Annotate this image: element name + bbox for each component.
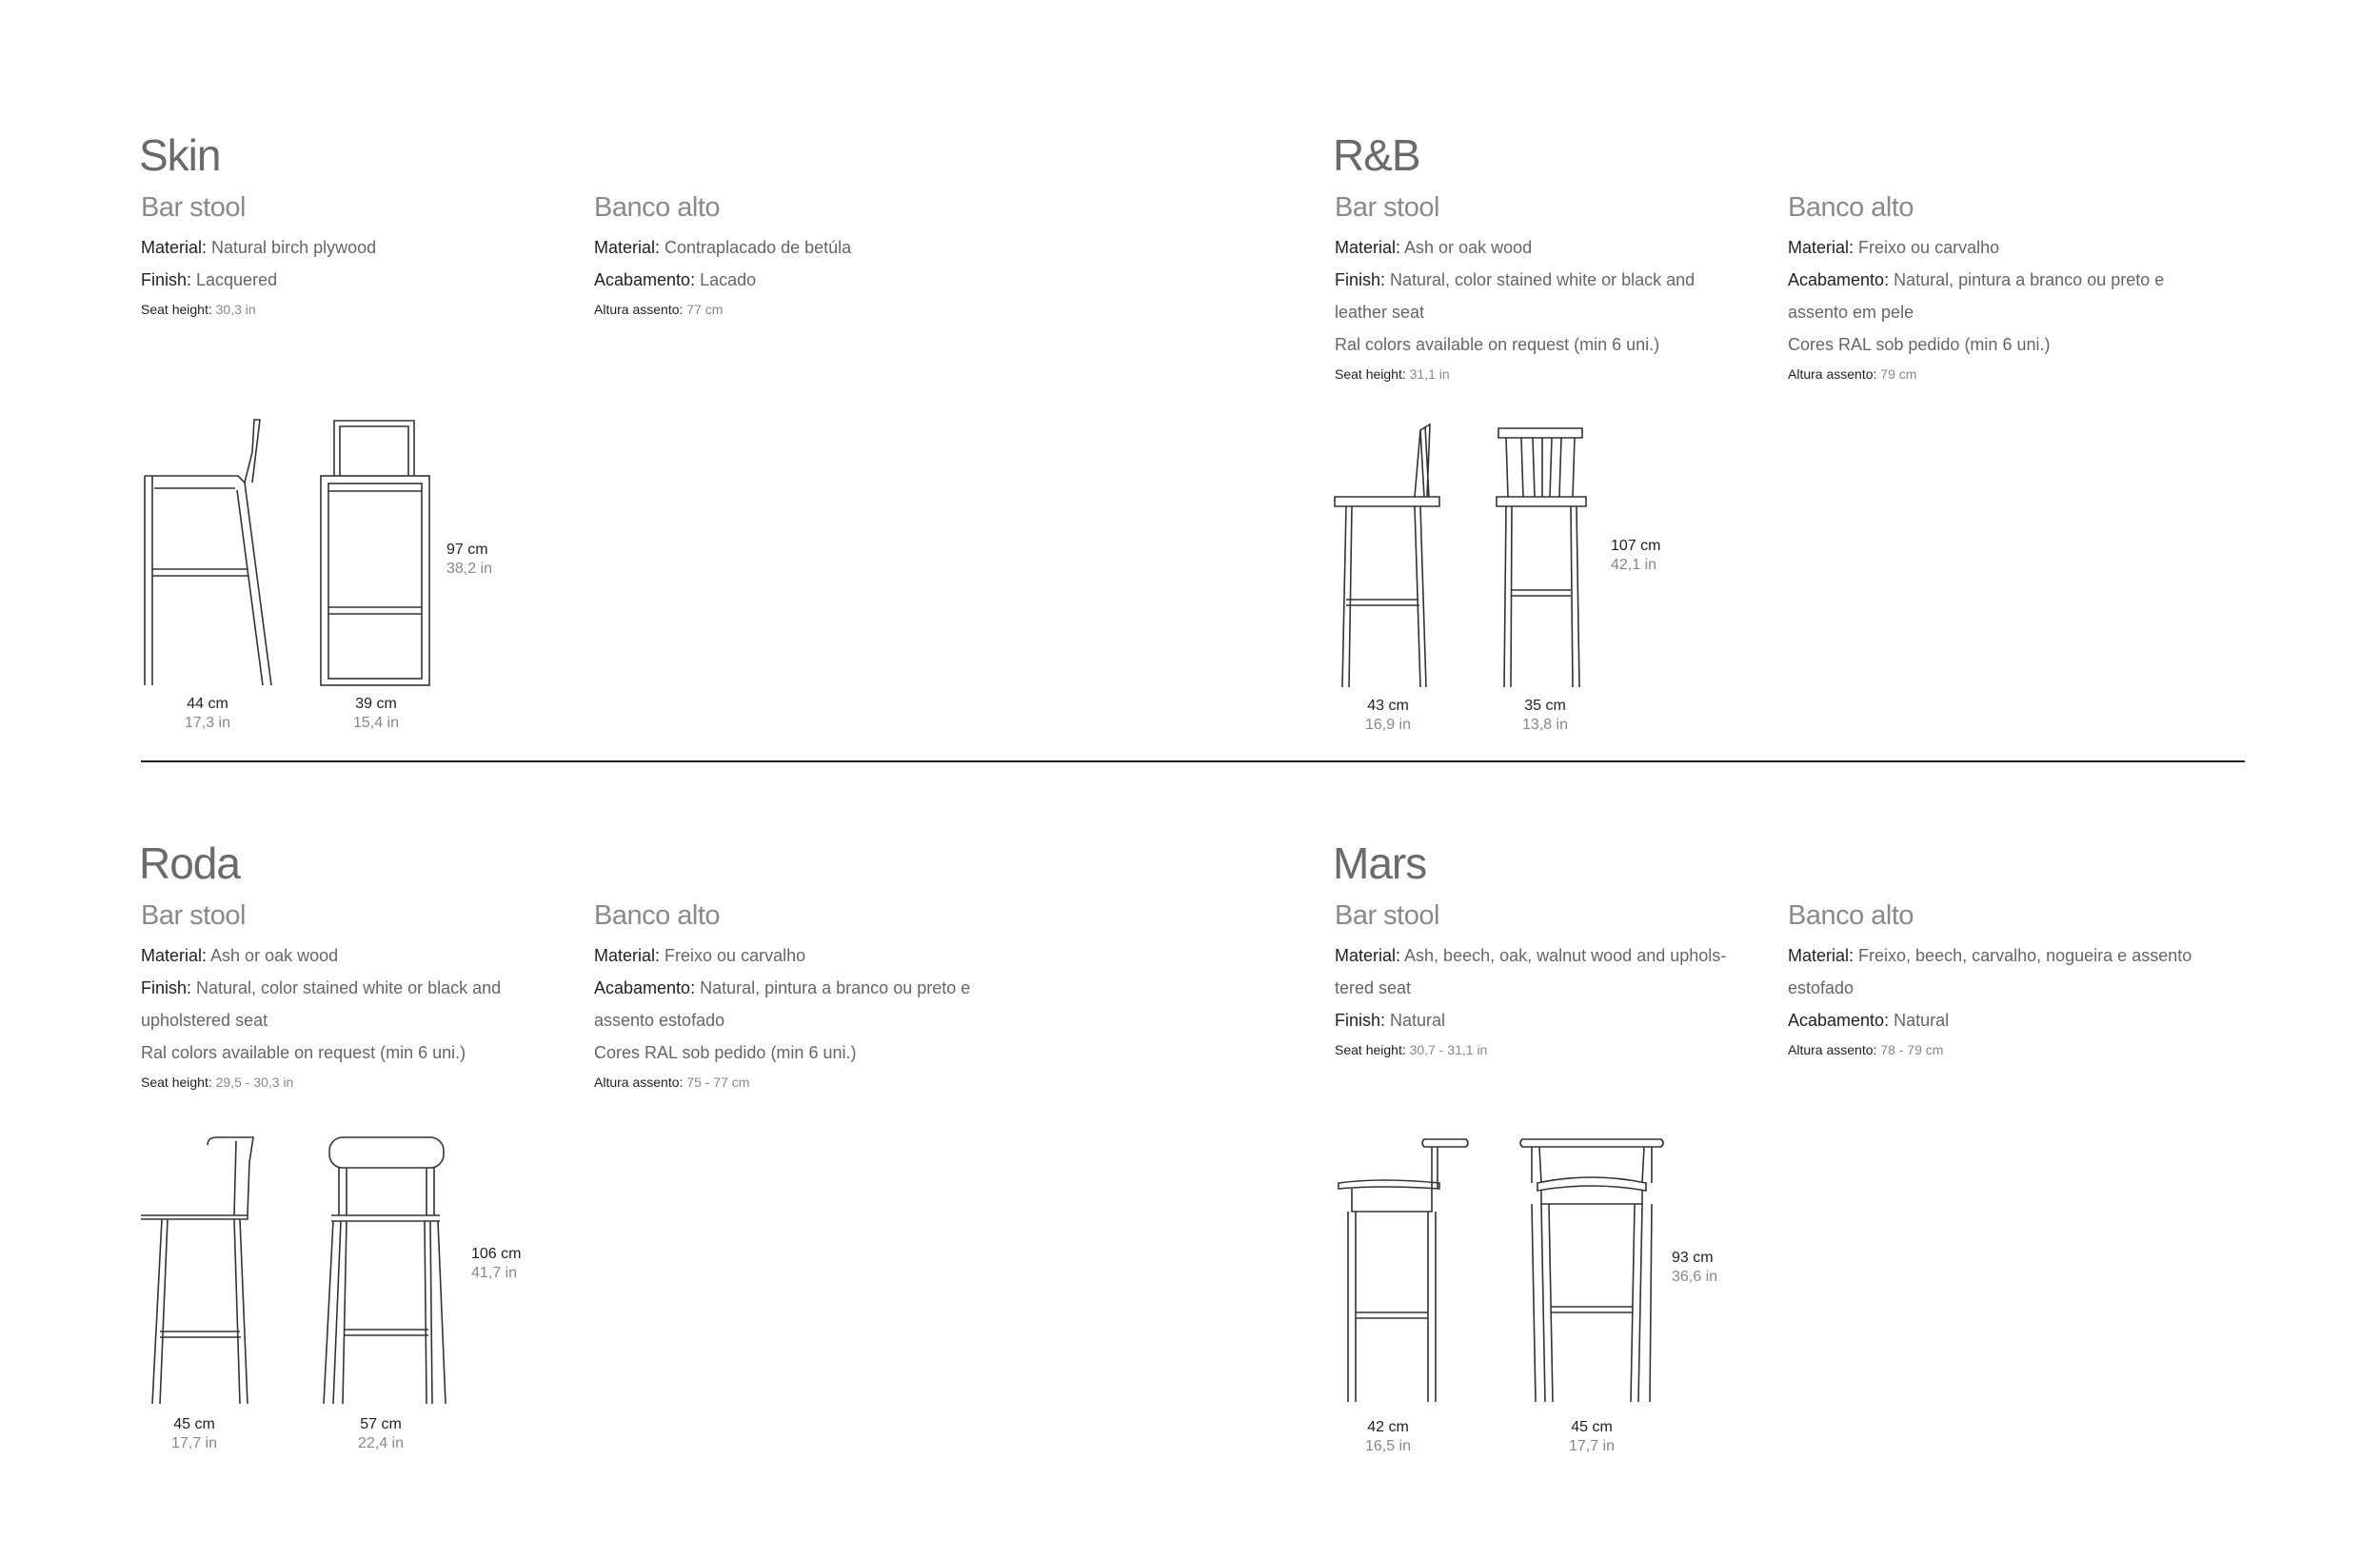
spec-english	[1335, 902, 1726, 1059]
spec-portuguese	[1788, 902, 2192, 1059]
product-title: Mars	[1333, 838, 1427, 888]
spec-line: Material: Freixo, beech, carvalho, nogueira e assento	[1788, 946, 2192, 965]
seat-height: Seat height: 30,3 in	[141, 302, 256, 317]
spec-heading: Banco alto	[1788, 192, 1914, 223]
spec-line: assento em pele	[1788, 303, 1914, 322]
spec-line: Material: Freixo ou carvalho	[594, 946, 806, 965]
spec-english	[141, 902, 501, 1092]
spec-line: upholstered seat	[141, 1011, 268, 1030]
spec-line: Material: Freixo ou carvalho	[1788, 238, 2000, 257]
spec-portuguese	[1788, 194, 2164, 384]
spec-heading: Bar stool	[1335, 900, 1439, 931]
seat-height: Altura assento: 79 cm	[1788, 366, 1917, 382]
spec-line: Ral colors available on request (min 6 uni.)	[1335, 335, 1660, 354]
section-divider	[141, 760, 2245, 762]
roda-front-view-drawing	[318, 1135, 456, 1407]
spec-line: Ral colors available on request (min 6 uni.)	[141, 1043, 466, 1062]
skin-side-view-drawing	[138, 414, 271, 690]
spec-line: assento estofado	[594, 1011, 725, 1030]
spec-heading: Bar stool	[1335, 192, 1439, 223]
mars-side-view-drawing	[1333, 1135, 1471, 1407]
seat-height: Altura assento: 78 - 79 cm	[1788, 1042, 1944, 1057]
spec-line: Material: Ash, beech, oak, walnut wood and uphols-	[1335, 946, 1727, 965]
spec-line: Finish: Lacquered	[141, 270, 278, 289]
rb-side-view-drawing	[1333, 421, 1442, 692]
spec-heading: Bar stool	[141, 192, 246, 223]
spec-line: Finish: Natural, color stained white or black and	[141, 978, 502, 997]
rb-front-view-drawing	[1495, 421, 1590, 692]
dimension-height: 107 cm 42,1 in	[1611, 538, 1661, 573]
spec-heading: Banco alto	[594, 192, 721, 223]
spec-line: Material: Ash or oak wood	[141, 946, 339, 965]
spec-line: leather seat	[1335, 303, 1425, 322]
spec-heading: Banco alto	[1788, 900, 1914, 931]
dimension-width: 35 cm 13,8 in	[1521, 698, 1569, 733]
spec-portuguese	[594, 194, 851, 319]
dimension-depth: 42 cm 16,5 in	[1364, 1419, 1412, 1454]
seat-height: Seat height: 29,5 - 30,3 in	[141, 1075, 294, 1090]
dimension-height: 97 cm 38,2 in	[446, 542, 493, 577]
spec-line: tered seat	[1335, 978, 1412, 997]
spec-line: Cores RAL sob pedido (min 6 uni.)	[594, 1043, 857, 1062]
spec-line: Cores RAL sob pedido (min 6 uni.)	[1788, 335, 2051, 354]
spec-english	[1335, 194, 1695, 384]
dimension-height: 106 cm 41,7 in	[471, 1246, 522, 1281]
spec-line: Finish: Natural, color stained white or black and	[1335, 270, 1696, 289]
seat-height: Altura assento: 75 - 77 cm	[594, 1075, 750, 1090]
product-title: R&B	[1333, 130, 1420, 180]
spec-heading: Banco alto	[594, 900, 721, 931]
dimension-depth: 43 cm 16,9 in	[1364, 698, 1412, 733]
seat-height: Altura assento: 77 cm	[594, 302, 724, 317]
product-title: Skin	[139, 130, 221, 180]
spec-line: Material: Ash or oak wood	[1335, 238, 1533, 257]
seat-height: Seat height: 31,1 in	[1335, 366, 1450, 382]
seat-height: Seat height: 30,7 - 31,1 in	[1335, 1042, 1488, 1057]
spec-line: Acabamento: Natural, pintura a branco ou preto e	[1788, 270, 2165, 289]
spec-line: Acabamento: Natural, pintura a branco ou preto e	[594, 978, 971, 997]
spec-heading: Bar stool	[141, 900, 246, 931]
spec-line: Acabamento: Natural	[1788, 1011, 1950, 1030]
spec-english	[141, 194, 376, 319]
dimension-width: 39 cm 15,4 in	[352, 696, 400, 731]
dimension-width: 57 cm 22,4 in	[357, 1416, 405, 1451]
skin-front-view-drawing	[319, 417, 433, 688]
dimension-depth: 44 cm 17,3 in	[184, 696, 231, 731]
spec-line: Material: Contraplacado de betúla	[594, 238, 852, 257]
spec-line: Finish: Natural	[1335, 1011, 1446, 1030]
mars-front-view-drawing	[1518, 1135, 1666, 1407]
dimension-width: 45 cm 17,7 in	[1568, 1419, 1616, 1454]
dimension-depth: 45 cm 17,7 in	[170, 1416, 218, 1451]
dimension-height: 93 cm 36,6 in	[1672, 1250, 1718, 1285]
roda-side-view-drawing	[141, 1135, 260, 1407]
spec-line: estofado	[1788, 978, 1854, 997]
product-title: Roda	[139, 838, 240, 888]
spec-line: Material: Natural birch plywood	[141, 238, 377, 257]
spec-portuguese	[594, 902, 970, 1092]
spec-line: Acabamento: Lacado	[594, 270, 757, 289]
